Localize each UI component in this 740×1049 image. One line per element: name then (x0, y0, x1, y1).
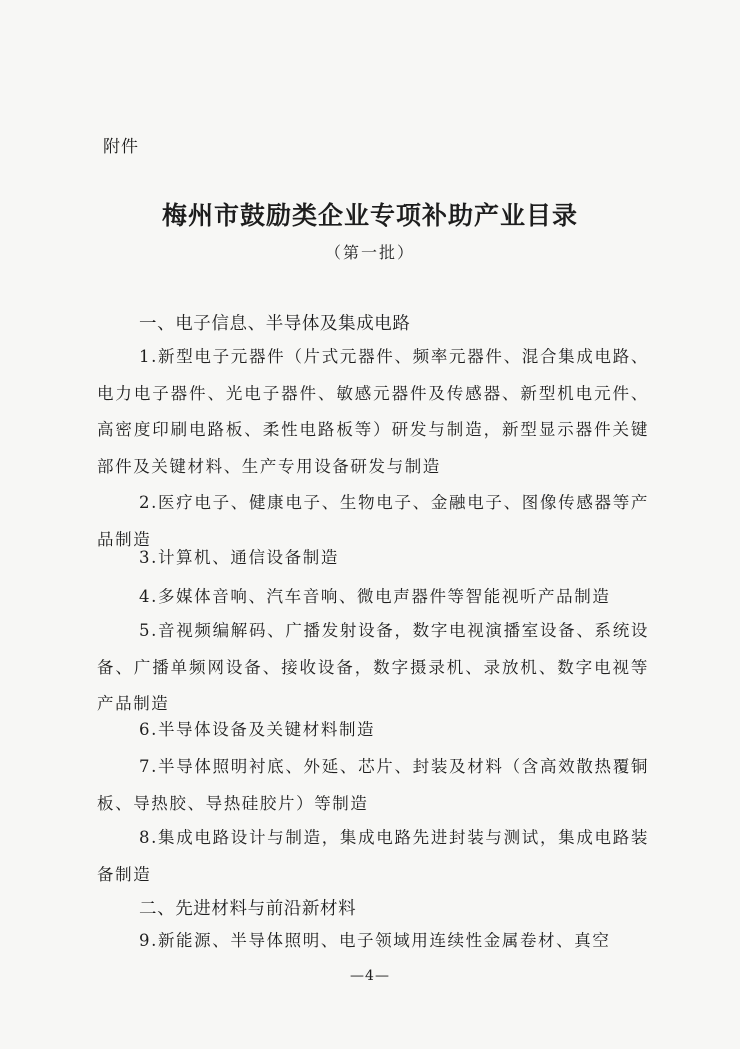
list-item-3: 3.计算机、通信设备制造 (139, 548, 339, 567)
document-subtitle: （第一批） (324, 243, 415, 262)
list-item-4: 4.多媒体音响、汽车音响、微电声器件等智能视听产品制造 (139, 587, 611, 606)
document-title: 梅州市鼓励类企业专项补助产业目录 (161, 201, 578, 230)
section-heading-1: 一、电子信息、半导体及集成电路 (139, 314, 411, 334)
page-number: —4— (350, 968, 390, 984)
list-item-5: 5.音视频编解码、广播发射设备，数字电视演播室设备、系统设备、广播单频网设备、接收设备，数字摄录机、录放机、数字电视等产品制造 (97, 621, 649, 713)
list-item-7: 7.半导体照明衬底、外延、芯片、封装及材料（含高效散热覆铜板、导热胶、导热硅胶片）等制造 (97, 757, 649, 813)
list-item-9: 9.新能源、半导体照明、电子领域用连续性金属卷材、真空 (139, 931, 611, 950)
list-item-8: 8.集成电路设计与制造，集成电路先进封装与测试，集成电路装备制造 (97, 828, 649, 884)
list-item-6: 6.半导体设备及关键材料制造 (139, 720, 376, 739)
section-heading-2: 二、先进材料与前沿新材料 (139, 899, 357, 919)
attachment-label: 附件 (103, 137, 139, 157)
list-item-2: 2.医疗电子、健康电子、生物电子、金融电子、图像传感器等产品制造 (97, 493, 649, 549)
list-item-1: 1.新型电子元器件（片式元器件、频率元器件、混合集成电路、电力电子器件、光电子器件、敏感元器件及传感器、新型机电元件、高密度印刷电路板、柔性电路板等）研发与制造，新型显示器件关键部件及关键材料、生产专用设备研发与制造 (97, 347, 649, 476)
